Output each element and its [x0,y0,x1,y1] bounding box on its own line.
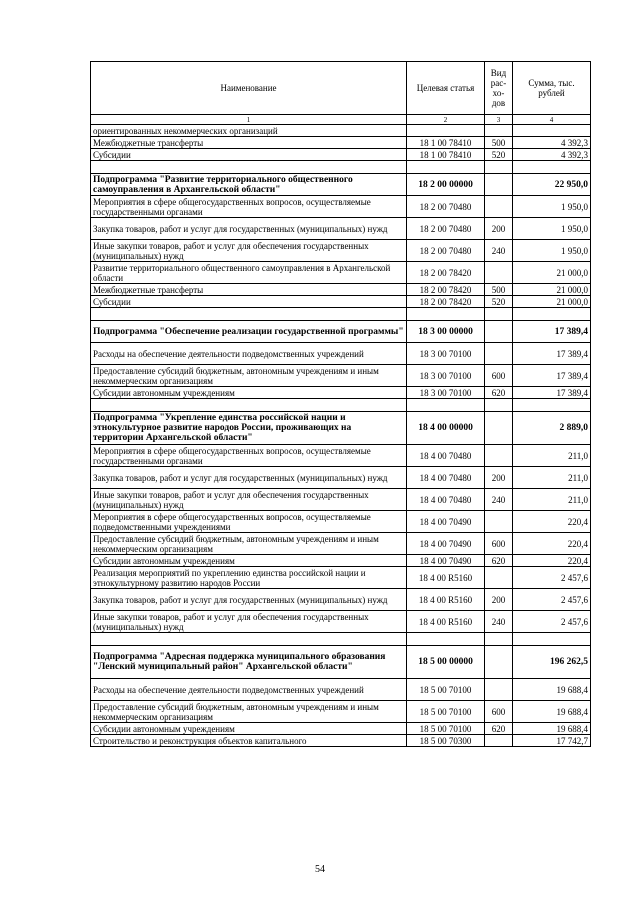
row-vid-cell [485,445,513,467]
row-code-cell: 18 2 00 70480 [407,218,485,240]
row-name-cell: ориентированных некоммерческих организаций [91,125,407,137]
row-name-cell: Субсидии [91,149,407,161]
table-row [91,387,591,399]
row-sum-cell: 2 457,6 [513,567,591,589]
row-vid-cell: 240 [485,489,513,511]
table-row [91,646,591,679]
row-name-cell: Субсидии [91,296,407,308]
row-code-cell: 18 5 00 70100 [407,679,485,701]
row-code-cell [407,161,485,174]
row-code-cell: 18 4 00 70490 [407,533,485,555]
table-row [91,679,591,701]
row-name-cell [91,399,407,412]
row-name-cell: Предоставление субсидий бюджетным, автономным учреждениям и иным некоммерческим организациям [91,533,407,555]
row-vid-cell [485,412,513,445]
row-sum-cell: 19 688,4 [513,701,591,723]
column-number-1: 1 [91,115,407,125]
row-sum-cell: 17 389,4 [513,387,591,399]
row-code-cell: 18 4 00 70480 [407,445,485,467]
table-row [91,611,591,633]
row-vid-cell [485,196,513,218]
row-code-cell: 18 5 00 70100 [407,723,485,735]
row-vid-cell [485,399,513,412]
row-code-cell: 18 2 00 70480 [407,240,485,262]
table-row [91,262,591,284]
row-code-cell: 18 5 00 70100 [407,701,485,723]
row-name-cell: Субсидии автономным учреждениям [91,555,407,567]
table-row [91,284,591,296]
header-sum: Сумма, тыс. рублей [513,62,591,115]
table-row [91,321,591,343]
spacer-row [91,161,591,174]
row-vid-cell [485,679,513,701]
table-row [91,467,591,489]
row-vid-cell: 200 [485,218,513,240]
row-code-cell: 18 4 00 00000 [407,412,485,445]
row-sum-cell: 2 457,6 [513,589,591,611]
row-name-cell [91,308,407,321]
row-sum-cell: 2 889,0 [513,412,591,445]
header-name: Наименование [91,62,407,115]
row-vid-cell: 200 [485,467,513,489]
row-code-cell: 18 3 00 70100 [407,387,485,399]
row-sum-cell [513,399,591,412]
row-vid-cell: 520 [485,296,513,308]
row-sum-cell: 211,0 [513,445,591,467]
row-name-cell: Строительство и реконструкция объектов капитального [91,735,407,747]
row-sum-cell: 21 000,0 [513,262,591,284]
row-sum-cell: 1 950,0 [513,196,591,218]
row-vid-cell [485,262,513,284]
page-number: 54 [315,864,325,875]
row-vid-cell [485,125,513,137]
column-number-4: 4 [513,115,591,125]
table-row [91,511,591,533]
table-row [91,735,591,747]
header-code: Целевая статья [407,62,485,115]
row-vid-cell: 600 [485,533,513,555]
row-name-cell: Межбюджетные трансферты [91,137,407,149]
row-vid-cell: 200 [485,589,513,611]
row-name-cell: Предоставление субсидий бюджетным, автономным учреждениям и иным некоммерческим организациям [91,701,407,723]
row-code-cell: 18 3 00 70100 [407,365,485,387]
row-name-cell: Закупка товаров, работ и услуг для государственных (муниципальных) нужд [91,467,407,489]
table-row [91,723,591,735]
row-sum-cell: 1 950,0 [513,218,591,240]
row-name-cell: Подпрограмма "Развитие территориального общественного самоуправления в Архангельской области" [91,174,407,196]
row-code-cell: 18 4 00 70480 [407,467,485,489]
row-code-cell [407,399,485,412]
row-vid-cell [485,646,513,679]
table-row [91,365,591,387]
row-sum-cell [513,161,591,174]
row-name-cell: Закупка товаров, работ и услуг для государственных (муниципальных) нужд [91,218,407,240]
row-code-cell: 18 1 00 78410 [407,149,485,161]
row-name-cell: Закупка товаров, работ и услуг для государственных (муниципальных) нужд [91,589,407,611]
table-row [91,589,591,611]
row-sum-cell: 211,0 [513,489,591,511]
row-name-cell: Расходы на обеспечение деятельности подведомственных учреждений [91,679,407,701]
row-code-cell: 18 4 00 R5160 [407,567,485,589]
row-sum-cell: 196 262,5 [513,646,591,679]
row-sum-cell: 17 389,4 [513,365,591,387]
row-name-cell: Подпрограмма "Адресная поддержка муниципального образования "Ленский муниципальный район" Архангельской области" [91,646,407,679]
table-row [91,701,591,723]
header-vid: Вид рас- хо- дов [485,62,513,115]
row-vid-cell [485,343,513,365]
row-name-cell: Реализация мероприятий по укреплению единства российской нации и этнокультурному развитию народов России [91,567,407,589]
row-name-cell: Подпрограмма "Укрепление единства российской нации и этнокультурное развитие народов России, проживающих на территории Архангельской области" [91,412,407,445]
row-sum-cell: 4 392,3 [513,149,591,161]
row-name-cell [91,633,407,646]
row-code-cell: 18 2 00 70480 [407,196,485,218]
row-sum-cell: 22 950,0 [513,174,591,196]
row-sum-cell: 2 457,6 [513,611,591,633]
row-name-cell: Предоставление субсидий бюджетным, автономным учреждениям и иным некоммерческим организациям [91,365,407,387]
row-vid-cell: 600 [485,365,513,387]
column-number-3: 3 [485,115,513,125]
row-vid-cell: 500 [485,284,513,296]
row-sum-cell [513,125,591,137]
row-vid-cell [485,161,513,174]
row-sum-cell: 1 950,0 [513,240,591,262]
row-vid-cell: 620 [485,555,513,567]
row-name-cell: Иные закупки товаров, работ и услуг для обеспечения государственных (муниципальных) нужд [91,489,407,511]
row-sum-cell: 17 389,4 [513,321,591,343]
row-name-cell: Субсидии автономным учреждениям [91,723,407,735]
table-row [91,196,591,218]
row-vid-cell: 520 [485,149,513,161]
row-vid-cell: 240 [485,611,513,633]
row-code-cell: 18 3 00 00000 [407,321,485,343]
row-code-cell [407,633,485,646]
row-vid-cell [485,633,513,646]
table-row [91,125,591,137]
row-name-cell: Субсидии автономным учреждениям [91,387,407,399]
table-row [91,489,591,511]
row-vid-cell: 600 [485,701,513,723]
table-row [91,533,591,555]
table-row [91,412,591,445]
row-name-cell: Расходы на обеспечение деятельности подведомственных учреждений [91,343,407,365]
row-code-cell: 18 4 00 R5160 [407,589,485,611]
table-row [91,240,591,262]
row-vid-cell [485,567,513,589]
row-vid-cell: 240 [485,240,513,262]
row-sum-cell: 220,4 [513,555,591,567]
row-sum-cell: 19 688,4 [513,679,591,701]
table-header-row [91,62,591,115]
spacer-row [91,308,591,321]
row-name-cell: Мероприятия в сфере общегосударственных вопросов, осуществляемые государственными органами [91,196,407,218]
row-sum-cell: 211,0 [513,467,591,489]
table-row [91,218,591,240]
row-sum-cell: 220,4 [513,533,591,555]
row-sum-cell: 19 688,4 [513,723,591,735]
row-name-cell: Развитие территориального общественного самоуправления в Архангельской области [91,262,407,284]
row-vid-cell [485,308,513,321]
table-row [91,567,591,589]
row-code-cell: 18 4 00 70490 [407,511,485,533]
row-name-cell: Иные закупки товаров, работ и услуг для обеспечения государственных (муниципальных) нужд [91,240,407,262]
spacer-row [91,399,591,412]
row-code-cell: 18 5 00 00000 [407,646,485,679]
row-code-cell: 18 4 00 70490 [407,555,485,567]
table-row [91,296,591,308]
row-vid-cell [485,321,513,343]
table-row [91,555,591,567]
row-code-cell: 18 2 00 78420 [407,296,485,308]
row-name-cell [91,161,407,174]
row-code-cell: 18 5 00 70300 [407,735,485,747]
row-code-cell: 18 2 00 00000 [407,174,485,196]
table-row [91,445,591,467]
row-sum-cell: 21 000,0 [513,284,591,296]
row-vid-cell: 620 [485,723,513,735]
row-name-cell: Подпрограмма "Обеспечение реализации государственной программы" [91,321,407,343]
row-vid-cell [485,174,513,196]
row-code-cell: 18 2 00 78420 [407,262,485,284]
row-name-cell: Межбюджетные трансферты [91,284,407,296]
table-row [91,137,591,149]
row-vid-cell: 620 [485,387,513,399]
spacer-row [91,633,591,646]
row-name-cell: Иные закупки товаров, работ и услуг для обеспечения государственных (муниципальных) нужд [91,611,407,633]
table-row [91,343,591,365]
row-vid-cell: 500 [485,137,513,149]
row-name-cell: Мероприятия в сфере общегосударственных вопросов, осуществляемые государственными органами [91,445,407,467]
row-code-cell: 18 1 00 78410 [407,137,485,149]
row-sum-cell [513,308,591,321]
table-row [91,149,591,161]
table-row [91,174,591,196]
row-vid-cell [485,735,513,747]
row-code-cell: 18 2 00 78420 [407,284,485,296]
row-sum-cell: 220,4 [513,511,591,533]
row-sum-cell: 21 000,0 [513,296,591,308]
column-number-row [91,115,591,125]
row-sum-cell: 17 742,7 [513,735,591,747]
row-sum-cell [513,633,591,646]
row-name-cell: Мероприятия в сфере общегосударственных вопросов, осуществляемые подведомственными учреждениями [91,511,407,533]
row-vid-cell [485,511,513,533]
column-number-2: 2 [407,115,485,125]
budget-table [90,61,591,747]
row-sum-cell: 17 389,4 [513,343,591,365]
row-code-cell: 18 4 00 R5160 [407,611,485,633]
row-code-cell [407,308,485,321]
row-code-cell [407,125,485,137]
row-sum-cell: 4 392,3 [513,137,591,149]
row-code-cell: 18 3 00 70100 [407,343,485,365]
row-code-cell: 18 4 00 70480 [407,489,485,511]
